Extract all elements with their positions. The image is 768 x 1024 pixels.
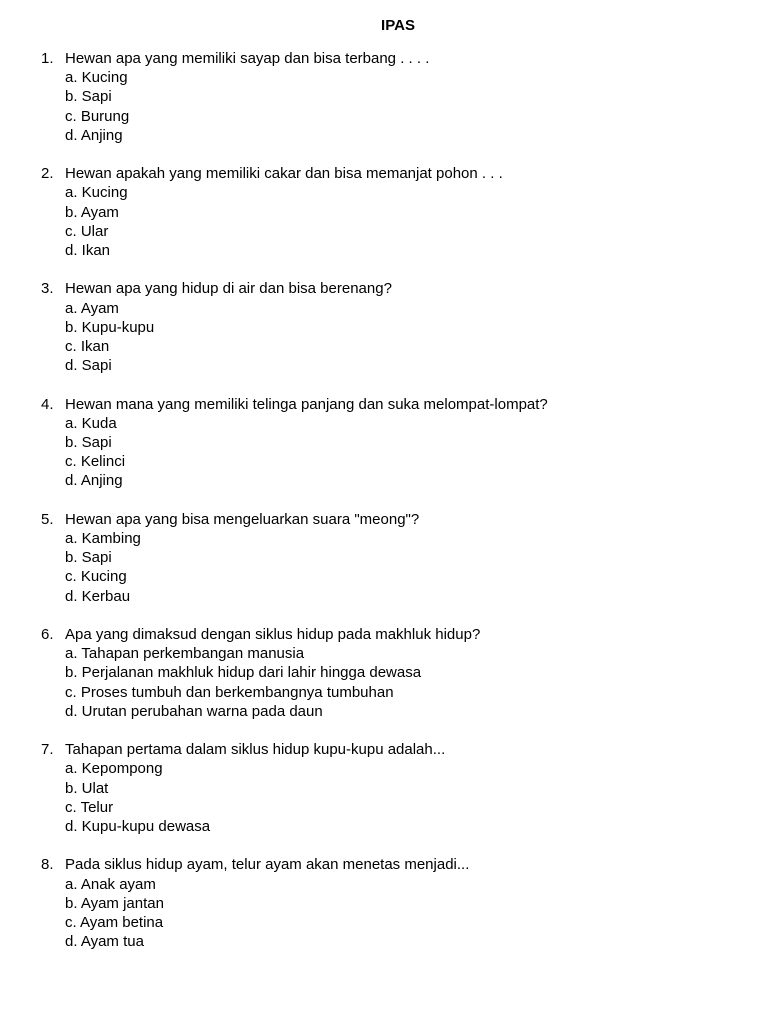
option-a: a. Ayam: [65, 299, 119, 317]
option-c: c. Burung: [65, 107, 130, 125]
option-d: d. Ikan: [65, 241, 111, 259]
question-text: Hewan apa yang bisa mengeluarkan suara "meong"?: [65, 510, 420, 528]
option-c: c. Ikan: [65, 337, 110, 355]
option-b: b. Sapi: [65, 549, 112, 567]
question-number: 2.: [41, 165, 54, 183]
option-a: a. Tahapan perkembangan manusia: [65, 645, 305, 663]
option-b: b. Ayam: [65, 203, 119, 221]
question-text: Pada siklus hidup ayam, telur ayam akan menetas menjadi...: [65, 856, 470, 874]
option-list: [65, 875, 164, 952]
question-list: [0, 49, 768, 971]
option-list: [65, 759, 210, 836]
option-c: c. Proses tumbuh dan berkembangnya tumbuhan: [65, 683, 394, 701]
question-number: 3.: [41, 280, 54, 298]
question-4: [0, 395, 768, 510]
question-6: [0, 625, 768, 740]
option-b: b. Ayam jantan: [65, 894, 164, 912]
question-text: Hewan apakah yang memiliki cakar dan bisa memanjat pohon . . .: [65, 165, 503, 183]
option-b: b. Ulat: [65, 779, 109, 797]
option-b: b. Sapi: [65, 88, 112, 106]
option-list: [65, 644, 421, 721]
option-a: a. Kuda: [65, 414, 117, 432]
option-c: c. Kelinci: [65, 453, 126, 471]
option-a: a. Kucing: [65, 184, 128, 202]
option-d: d. Sapi: [65, 357, 112, 375]
option-d: d. Urutan perubahan warna pada daun: [65, 702, 323, 720]
question-text: Hewan apa yang hidup di air dan bisa berenang?: [65, 280, 392, 298]
question-7: [0, 740, 768, 855]
option-d: d. Anjing: [65, 126, 123, 144]
option-list: [65, 183, 128, 260]
option-c: c. Telur: [65, 798, 114, 816]
option-list: [65, 68, 129, 145]
question-5: [0, 510, 768, 625]
option-list: [65, 414, 125, 491]
option-d: d. Kerbau: [65, 587, 131, 605]
option-d: d. Ayam tua: [65, 933, 144, 951]
question-number: 5.: [41, 510, 54, 528]
option-a: a. Anak ayam: [65, 875, 156, 893]
question-text: Apa yang dimaksud dengan siklus hidup pada makhluk hidup?: [65, 625, 481, 643]
question-text: Hewan mana yang memiliki telinga panjang dan suka melompat-lompat?: [65, 395, 548, 413]
question-8: [0, 855, 768, 970]
option-d: d. Kupu-kupu dewasa: [65, 817, 211, 835]
option-b: b. Kupu-kupu: [65, 318, 155, 336]
question-text: Tahapan pertama dalam siklus hidup kupu-kupu adalah...: [65, 741, 446, 759]
option-d: d. Anjing: [65, 472, 123, 490]
option-c: c. Ayam betina: [65, 913, 164, 931]
option-list: [65, 529, 141, 606]
option-b: b. Sapi: [65, 433, 112, 451]
question-text: Hewan apa yang memiliki sayap dan bisa terbang . . . .: [65, 50, 430, 67]
option-c: c. Ular: [65, 222, 109, 240]
option-a: a. Kucing: [65, 69, 128, 87]
option-c: c. Kucing: [65, 568, 127, 586]
question-2: [0, 164, 768, 279]
question-number: 1.: [41, 50, 54, 67]
option-b: b. Perjalanan makhluk hidup dari lahir hingga dewasa: [65, 664, 422, 682]
question-number: 8.: [41, 856, 54, 874]
question-3: [0, 279, 768, 394]
page-title: IPAS: [381, 17, 415, 34]
option-a: a. Kepompong: [65, 760, 163, 778]
question-number: 6.: [41, 625, 54, 643]
option-list: [65, 299, 154, 376]
question-1: [0, 49, 768, 164]
question-number: 7.: [41, 741, 54, 759]
question-number: 4.: [41, 395, 54, 413]
option-a: a. Kambing: [65, 529, 141, 547]
